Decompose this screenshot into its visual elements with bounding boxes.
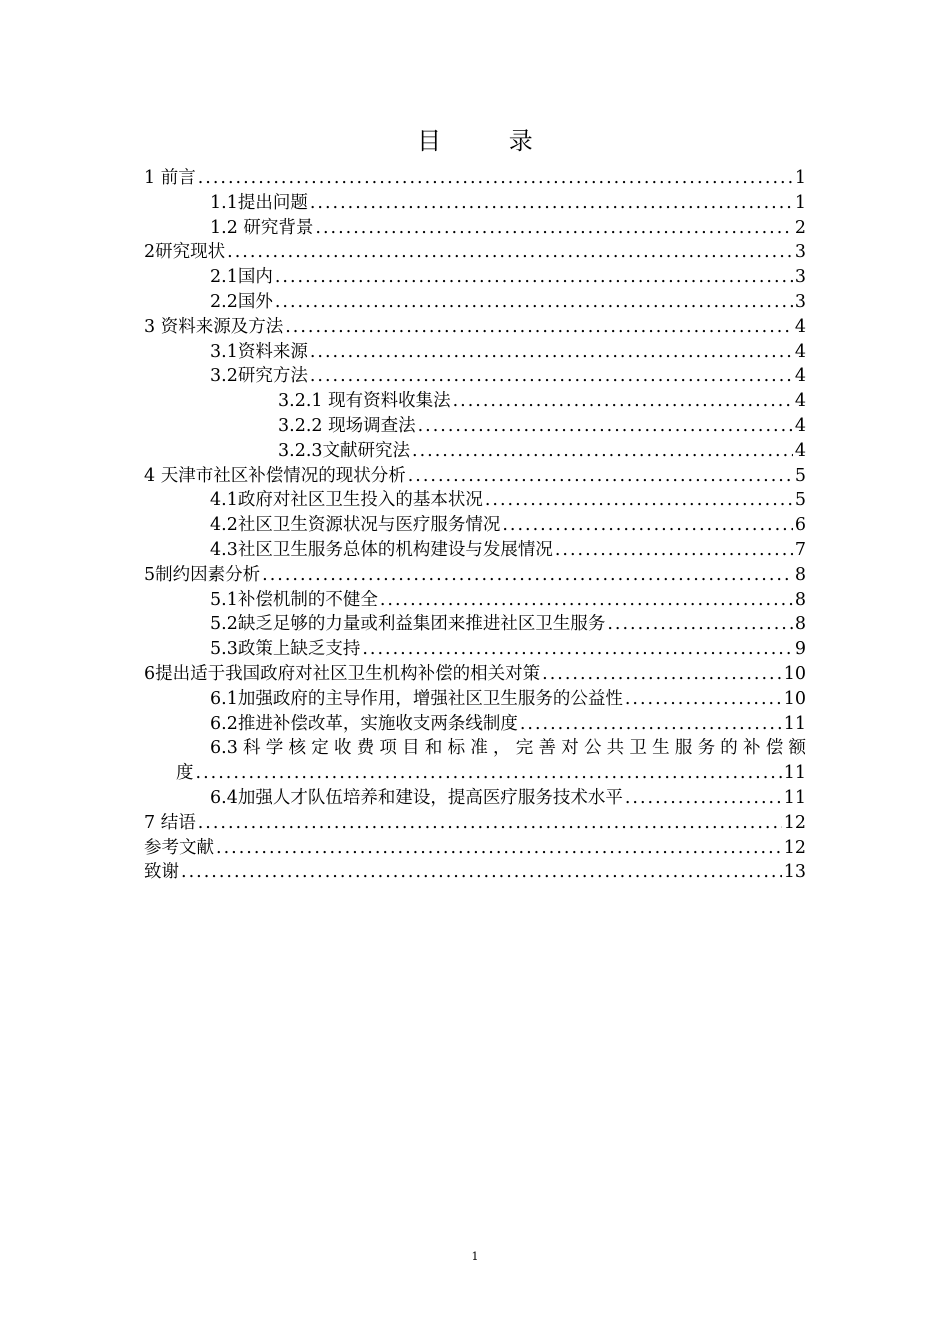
toc-entry-1-2[interactable] [144, 216, 806, 241]
toc-entry-references[interactable] [144, 836, 806, 861]
dot-leader [520, 712, 782, 737]
toc-entry-2-1[interactable] [144, 265, 806, 290]
toc-page-number: 10 [783, 688, 806, 709]
toc-page-number: 5 [794, 490, 806, 511]
toc-entry-text: 6.3科学核定收费项目和标准，完善对公共卫生服务的补偿额 [210, 738, 806, 759]
toc-entry-1[interactable] [144, 166, 806, 191]
dot-leader [315, 216, 792, 241]
dot-leader [181, 860, 782, 885]
toc-page-number: 8 [794, 564, 806, 585]
toc-page-number: 4 [794, 440, 806, 461]
toc-entry-6-3-continued[interactable] [144, 761, 806, 786]
toc-entry-6-1[interactable] [144, 687, 806, 712]
dot-leader [227, 240, 793, 265]
dot-leader [607, 612, 793, 637]
page-title: 目 录 [417, 127, 563, 155]
toc-entry-3-2-3[interactable] [144, 439, 806, 464]
toc-entry-3-1[interactable] [144, 340, 806, 365]
toc-page-number: 3 [794, 267, 806, 288]
dot-leader [285, 315, 793, 340]
toc-entry-5-1[interactable] [144, 588, 806, 613]
dot-leader [380, 588, 793, 613]
toc-entry-2[interactable] [144, 240, 806, 265]
toc-entry-text: 3.2.2 现场调查法 [278, 415, 416, 436]
toc-entry-text: 4.1政府对社区卫生投入的基本状况 [210, 490, 483, 511]
dot-leader [625, 786, 782, 811]
dot-leader [216, 836, 782, 861]
toc-page-number: 11 [783, 787, 806, 808]
toc-entry-4-2[interactable] [144, 513, 806, 538]
dot-leader [485, 488, 793, 513]
toc-entry-2-2[interactable] [144, 290, 806, 315]
toc-entry-text-continued: 度 [176, 763, 194, 784]
dot-leader [310, 364, 793, 389]
toc-entry-text: 3.2.3文献研究法 [278, 440, 411, 461]
toc-page-number: 12 [783, 837, 806, 858]
dot-leader [555, 538, 793, 563]
toc-entry-text: 1.2 研究背景 [210, 217, 314, 238]
toc-page-number: 13 [783, 862, 806, 883]
toc-page-number: 5 [794, 465, 806, 486]
toc-entry-5[interactable] [144, 563, 806, 588]
toc-page-number: 3 [794, 291, 806, 312]
toc-entry-text: 3.1资料来源 [210, 341, 308, 362]
toc-entry-text: 3 资料来源及方法 [144, 316, 284, 337]
toc-page-number: 4 [794, 316, 806, 337]
toc-entry-6-4[interactable] [144, 786, 806, 811]
dot-leader [502, 513, 793, 538]
toc-entry-text: 6提出适于我国政府对社区卫生机构补偿的相关对策 [144, 663, 541, 684]
dot-leader [310, 191, 793, 216]
toc-entry-text: 1 前言 [144, 168, 196, 188]
dot-leader [196, 761, 782, 786]
toc-entry-text: 2.2国外 [210, 291, 273, 312]
toc-entry-text: 5制约因素分析 [144, 564, 261, 585]
toc-page-number: 1 [794, 168, 806, 188]
toc-entry-3-2-2[interactable] [144, 414, 806, 439]
toc-page-number: 6 [794, 515, 806, 536]
toc-entry-3-2-1[interactable] [144, 389, 806, 414]
toc-entry-5-3[interactable] [144, 637, 806, 662]
toc-entry-text: 2研究现状 [144, 242, 226, 263]
dot-leader [310, 340, 793, 365]
toc-page-number: 7 [794, 539, 806, 560]
toc-entry-4[interactable] [144, 464, 806, 489]
dot-leader [412, 439, 793, 464]
dot-leader [418, 414, 793, 439]
dot-leader [453, 389, 793, 414]
toc-page-number: 8 [794, 589, 806, 610]
toc-entry-5-2[interactable] [144, 612, 806, 637]
toc-page-number: 8 [794, 614, 806, 635]
dot-leader [262, 563, 793, 588]
toc-page-number: 11 [783, 763, 806, 784]
dot-leader [362, 637, 793, 662]
dot-leader [275, 265, 793, 290]
toc-entry-text: 参考文献 [144, 837, 214, 858]
toc-entry-text: 6.1加强政府的主导作用，增强社区卫生服务的公益性 [210, 688, 623, 709]
toc-page-number: 4 [794, 366, 806, 387]
toc-entry-6-3[interactable] [144, 736, 806, 761]
toc-page-number: 11 [783, 713, 806, 734]
toc-page-number: 10 [783, 663, 806, 684]
dot-leader [542, 662, 782, 687]
toc-entry-text: 7 结语 [144, 812, 196, 833]
toc-page-number: 2 [794, 217, 806, 238]
toc-entry-text: 4.2社区卫生资源状况与医疗服务情况 [210, 515, 501, 536]
toc-entry-text: 3.2.1 现有资料收集法 [278, 391, 451, 412]
toc-entry-4-3[interactable] [144, 538, 806, 563]
toc-page-number: 1 [794, 192, 806, 213]
page-footer-number: 1 [471, 1250, 479, 1263]
dot-leader [625, 687, 782, 712]
toc-entry-1-1[interactable] [144, 191, 806, 216]
toc-entry-text: 6.2推进补偿改革，实施收支两条线制度 [210, 713, 518, 734]
toc-entry-text: 2.1国内 [210, 267, 273, 288]
toc-entry-text: 6.4加强人才队伍培养和建设，提高医疗服务技术水平 [210, 787, 623, 808]
toc-entry-3[interactable] [144, 315, 806, 340]
toc-page-number: 4 [794, 415, 806, 436]
toc-page-number: 3 [794, 242, 806, 263]
toc-entry-4-1[interactable] [144, 488, 806, 513]
toc-entry-text: 致谢 [144, 862, 179, 883]
toc-entry-text: 5.2缺乏足够的力量或利益集团来推进社区卫生服务 [210, 614, 606, 635]
toc-page-number: 4 [794, 391, 806, 412]
toc-page-number: 9 [794, 639, 806, 660]
toc-entry-6[interactable] [144, 662, 806, 687]
toc-page-number: 12 [783, 812, 806, 833]
toc-entry-6-2[interactable] [144, 712, 806, 737]
toc-page-number: 4 [794, 341, 806, 362]
toc-entry-text: 5.3政策上缺乏支持 [210, 639, 361, 660]
toc-entry-acknowledgements[interactable] [144, 860, 806, 885]
dot-leader [198, 811, 782, 836]
toc-entry-text: 1.1提出问题 [210, 192, 308, 213]
toc-entry-7[interactable] [144, 811, 806, 836]
toc-entry-text: 5.1补偿机制的不健全 [210, 589, 378, 610]
toc-entry-3-2[interactable] [144, 364, 806, 389]
toc-entry-text: 4.3社区卫生服务总体的机构建设与发展情况 [210, 539, 553, 560]
dot-leader [275, 290, 793, 315]
toc-entry-text: 4 天津市社区补偿情况的现状分析 [144, 465, 406, 486]
toc-entry-text: 3.2研究方法 [210, 366, 308, 387]
dot-leader [408, 464, 793, 489]
dot-leader [198, 166, 793, 191]
table-of-contents [144, 166, 806, 885]
